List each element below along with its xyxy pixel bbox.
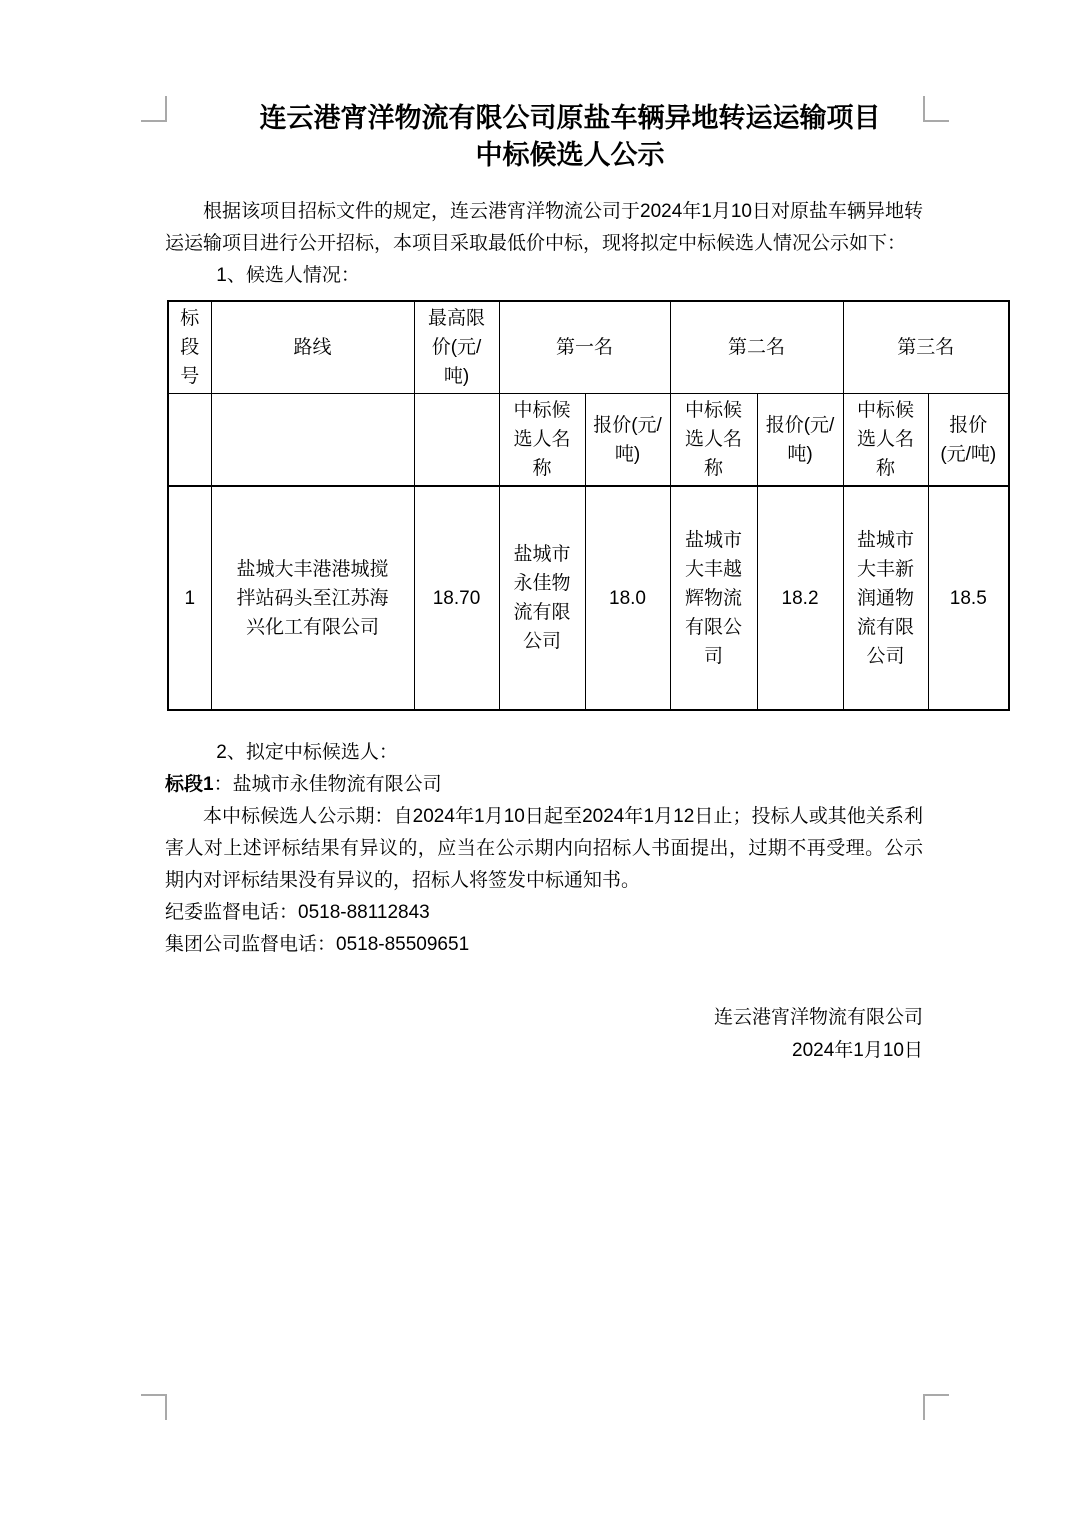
document-content bbox=[165, 100, 997, 1067]
winner-line bbox=[165, 769, 923, 801]
empty-cell bbox=[211, 394, 414, 487]
section1-heading: 1、候选人情况： bbox=[216, 265, 360, 286]
subheader-candidate-name-2: 中标候选人名称 bbox=[670, 394, 757, 487]
signature-block bbox=[165, 1001, 923, 1067]
empty-cell bbox=[414, 394, 499, 487]
col-header-route: 路线 bbox=[211, 301, 414, 394]
crop-mark-top-left bbox=[141, 96, 167, 122]
notice-paragraph: 本中标候选人公示期：自2024年1月10日起至2024年1月12日止；投标人或其他关系利害人对上述评标结果有异议的，应当在公示期内向招标人书面提出，过期不再受理。公示期内对评标结果没有异议的，招标人将签发中标通知书。 bbox=[165, 806, 923, 891]
crop-mark-top-right bbox=[923, 96, 949, 122]
crop-mark-bottom-left bbox=[141, 1394, 167, 1420]
subheader-quote-2: 报价(元/吨) bbox=[757, 394, 843, 487]
subheader-candidate-name-3: 中标候选人名称 bbox=[843, 394, 928, 487]
subheader-candidate-name-1: 中标候选人名称 bbox=[499, 394, 585, 487]
page-title bbox=[165, 100, 923, 174]
cell-max-price: 18.70 bbox=[414, 486, 499, 710]
section2-heading: 2、拟定中标候选人： bbox=[216, 742, 398, 763]
cell-route: 盐城大丰港港城搅拌站码头至江苏海兴化工有限公司 bbox=[211, 486, 414, 710]
candidates-table bbox=[167, 300, 1010, 711]
cell-second-candidate: 盐城市大丰越辉物流有限公司 bbox=[670, 486, 757, 710]
cell-second-price: 18.2 bbox=[757, 486, 843, 710]
crop-mark-bottom-right bbox=[923, 1394, 949, 1420]
table-header-row-2 bbox=[168, 394, 1009, 487]
group-phone-line: 集团公司监督电话：0518-85509651 bbox=[165, 934, 470, 955]
col-header-rank3: 第三名 bbox=[843, 301, 1009, 394]
table-header-row-1 bbox=[168, 301, 1009, 394]
cell-segment-no: 1 bbox=[168, 486, 211, 710]
discipline-phone-line: 纪委监督电话：0518-88112843 bbox=[165, 902, 430, 923]
subheader-quote-3: 报价(元/吨) bbox=[928, 394, 1009, 487]
table-row bbox=[168, 486, 1009, 710]
winner-company: ：盐城市永佳物流有限公司 bbox=[213, 774, 442, 795]
page-title-line1: 连云港宵洋物流有限公司原盐车辆异地转运运输项目 bbox=[259, 103, 881, 133]
cell-first-candidate: 盐城市永佳物流有限公司 bbox=[499, 486, 585, 710]
signature-company: 连云港宵洋物流有限公司 bbox=[713, 1007, 923, 1028]
page-title-line2: 中标候选人公示 bbox=[475, 140, 665, 170]
signature-date: 2024年1月10日 bbox=[792, 1040, 923, 1061]
cell-third-price: 18.5 bbox=[928, 486, 1009, 710]
col-header-rank1: 第一名 bbox=[499, 301, 670, 394]
col-header-rank2: 第二名 bbox=[670, 301, 843, 394]
empty-cell bbox=[168, 394, 211, 487]
col-header-segment: 标段号 bbox=[168, 301, 211, 394]
winner-segment-label: 标段1 bbox=[165, 774, 214, 795]
cell-first-price: 18.0 bbox=[585, 486, 670, 710]
col-header-max-price: 最高限价(元/吨) bbox=[414, 301, 499, 394]
subheader-quote-1: 报价(元/吨) bbox=[585, 394, 670, 487]
intro-paragraph: 根据该项目招标文件的规定，连云港宵洋物流公司于2024年1月10日对原盐车辆异地转运运输项目进行公开招标，本项目采取最低价中标，现将拟定中标候选人情况公示如下： bbox=[165, 201, 923, 254]
cell-third-candidate: 盐城市大丰新润通物流有限公司 bbox=[843, 486, 928, 710]
